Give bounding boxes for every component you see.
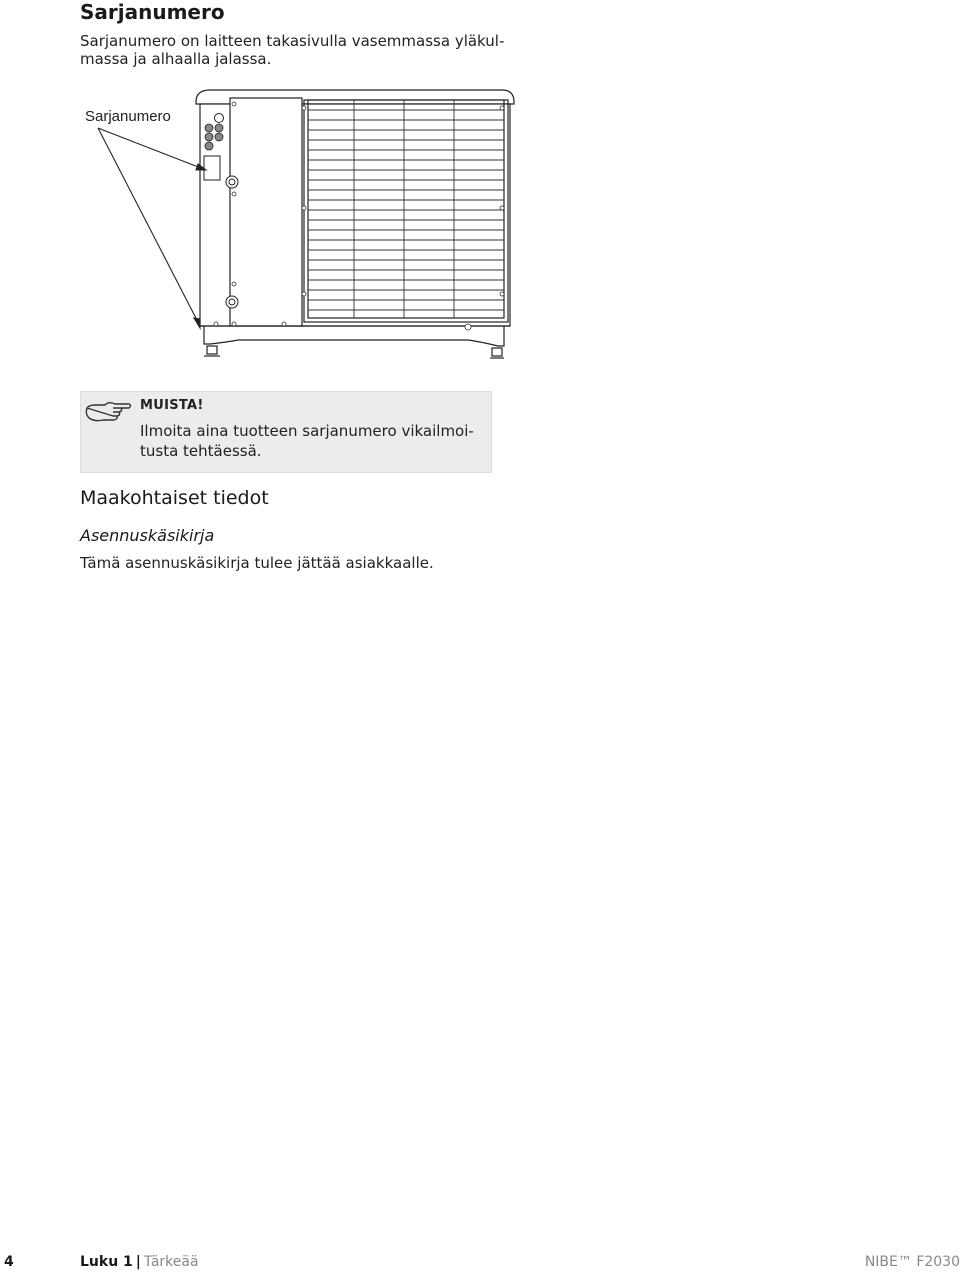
note-title: MUISTA! <box>140 398 204 413</box>
note-line: Ilmoita aina tuotteen sarjanumero vikailmoi- <box>140 422 474 440</box>
pointing-hand-icon <box>83 398 133 428</box>
section-title: Sarjanumero <box>80 0 225 24</box>
footer-chapter <box>80 1254 199 1270</box>
chapter-separator: | <box>135 1254 141 1270</box>
country-subtitle: Asennuskäsikirja <box>80 526 215 545</box>
intro-line: massa ja alhaalla jalassa. <box>80 50 272 68</box>
heat-pump-diagram <box>78 84 530 370</box>
intro-line: Sarjanumero on laitteen takasivulla vasemmassa yläkul- <box>80 32 505 50</box>
country-body-text: Tämä asennuskäsikirja tulee jättää asiakkaalle. <box>80 554 434 572</box>
note-box <box>80 391 492 473</box>
serial-number-callout: Sarjanumero <box>85 108 171 125</box>
note-text <box>140 421 490 461</box>
note-line: tusta tehtäessä. <box>140 442 262 460</box>
chapter-title: Tärkeää <box>143 1254 199 1270</box>
chapter-label: Luku 1 <box>80 1254 133 1270</box>
page-number: 4 <box>4 1254 14 1270</box>
intro-paragraph <box>80 32 520 68</box>
country-section-title: Maakohtaiset tiedot <box>80 487 269 509</box>
footer-brand: NIBE™ F2030 <box>864 1254 960 1270</box>
